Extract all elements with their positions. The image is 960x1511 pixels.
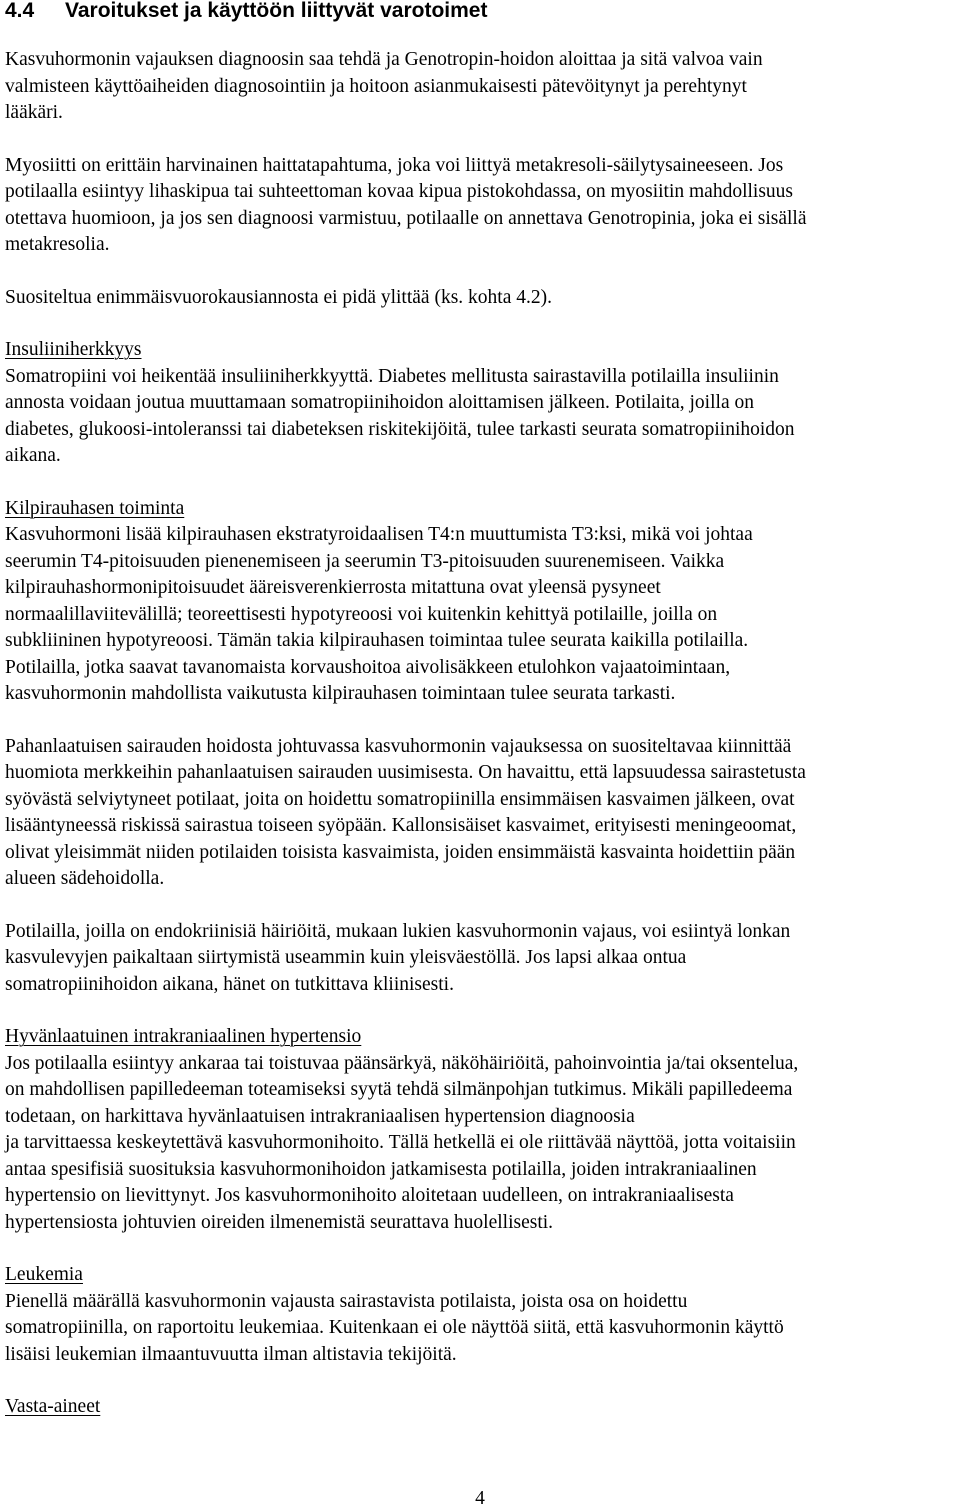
text-line: Potilailla, joilla on endokriinisiä häiriöitä, mukaan lukien kasvuhormonin vajaus, voi esiintyä lonkan <box>5 920 791 942</box>
paragraph-max-dose <box>5 285 955 312</box>
text-line: diabetes, glukoosi-intoleranssi tai diabeteksen riskitekijöitä, tulee tarkasti seurata somatropiinihoidon <box>5 418 795 440</box>
text-line: otettava huomioon, ja jos sen diagnoosi varmistuu, potilaalle on annettava Genotropinia, joka ei sisällä <box>5 207 807 229</box>
paragraph-leukemia <box>5 1262 955 1368</box>
text-line: somatropiinilla, on raportoitu leukemiaa. Kuitenkaan ei ole näyttöä siitä, että kasvuhormonin käyttö <box>5 1317 784 1338</box>
text-line: Kasvuhormonin vajauksen diagnoosin saa tehdä ja Genotropin-hoidon aloittaa ja sitä valvoa vain <box>5 49 763 70</box>
text-line: Kasvuhormoni lisää kilpirauhasen ekstratyroidaalisen T4:n muuttumista T3:ksi, mikä voi johtaa <box>5 524 753 545</box>
text-line: annosta voidaan joutua muuttamaan somatropiinihoidon aloittamisen jälkeen. Potilaita, joilla on <box>5 392 754 413</box>
paragraph-diagnosis <box>5 47 955 127</box>
subheading-intracranial-hypertension: Hyvänlaatuinen intrakraniaalinen hypertensio <box>5 1026 362 1047</box>
paragraph-intracranial-hypertension <box>5 1024 955 1236</box>
text-line: antaa spesifisiä suosituksia kasvuhormonihoidon jatkamisesta potilailla, joiden intrakraniaalinen <box>5 1158 757 1180</box>
paragraph-endocrine <box>5 919 955 999</box>
text-line: aikana. <box>5 445 61 466</box>
text-line: seerumin T4-pitoisuuden pienenemiseen ja seerumin T3-pitoisuuden suurenemiseen. Vaikka <box>5 550 725 572</box>
text-line: somatropiinihoidon aikana, hänet on tutkittava kliinisesti. <box>5 973 454 995</box>
text-line: kasvuhormonin mahdollista vaikutusta kilpirauhasen toimintaan tulee seurata tarkasti. <box>5 683 676 704</box>
text-line: hypertensiosta johtuvien oireiden ilmenemistä seurattava huolellisesti. <box>5 1211 554 1233</box>
text-line: kasvulevyjen paikaltaan siirtymistä useammin kuin yleisväestöllä. Jos lapsi alkaa ontua <box>5 947 687 968</box>
document-page <box>5 0 955 1421</box>
section-number: 4.4 <box>5 0 35 22</box>
text-line: huomiota merkkeihin pahanlaatuisen sairauden uusimisesta. On havaittu, että lapsuudessa sairastetusta <box>5 762 806 783</box>
text-line: syövästä selviytyneet potilaat, joita on hoidettu somatropiinilla ensimmäisen kasvaimen jälkeen, ovat <box>5 788 795 810</box>
text-line: Pahanlaatuisen sairauden hoidosta johtuvassa kasvuhormonin vajauksessa on suositeltavaa kiinnittää <box>5 735 792 757</box>
text-line: hypertensio on lievittynyt. Jos kasvuhormonihoito aloitetaan uudelleen, on intrakraniaalisesta <box>5 1185 734 1206</box>
paragraph-insulin-sensitivity <box>5 337 955 470</box>
text-line: Pienellä määrällä kasvuhormonin vajausta sairastavista potilaista, joista osa on hoidettu <box>5 1290 688 1312</box>
text-line: on mahdollisen papilledeeman toteamiseksi syytä tehdä silmänpohjan tutkimus. Mikäli papilledeema <box>5 1079 793 1100</box>
text-line: kilpirauhashormonipitoisuudet ääreisverenkierrosta mitattuna ovat yleensä pysyneet <box>5 577 661 598</box>
text-line: valmisteen käyttöaiheiden diagnosointiin ja hoitoon asianmukaisesti pätevöitynyt ja perehtynyt <box>5 75 747 97</box>
text-line: metakresolia. <box>5 234 110 255</box>
text-line: lisäisi leukemian ilmaantuvuutta ilman altistavia tekijöitä. <box>5 1343 457 1365</box>
section-heading <box>5 0 955 22</box>
subheading-leukemia: Leukemia <box>5 1264 83 1285</box>
subheading-insulin-sensitivity: Insuliiniherkkyys <box>5 339 142 360</box>
paragraph-antibodies <box>5 1394 955 1421</box>
text-line: todetaan, on harkittava hyvänlaatuisen intrakraniaalisen hypertension diagnoosia <box>5 1105 635 1127</box>
section-title: Varoitukset ja käyttöön liittyvät varotoimet <box>65 0 488 22</box>
text-line: lisääntyneessä riskissä sairastua toiseen syöpään. Kallonsisäiset kasvaimet, erityisesti meningeoomat, <box>5 815 797 836</box>
text-line: Jos potilaalla esiintyy ankaraa tai toistuvaa päänsärkyä, näköhäiriöitä, pahoinvointia ja/tai oksentelua, <box>5 1052 799 1074</box>
text-line: ja tarvittaessa keskeytettävä kasvuhormonihoito. Tällä hetkellä ei ole riittävää näyttöä, jotta voitaisiin <box>5 1132 796 1153</box>
paragraph-myositis <box>5 153 955 259</box>
text-line: lääkäri. <box>5 102 63 123</box>
subheading-antibodies: Vasta-aineet <box>5 1396 101 1417</box>
text-line: olivat yleisimmät niiden potilaiden toisista kasvaimista, joiden ensimmäistä kasvainta hoidettiin pään <box>5 841 796 863</box>
text-line: potilaalla esiintyy lihaskipua tai suhteettoman kovaa kipua pistokohdassa, on myosiitin mahdollisuus <box>5 181 794 202</box>
page-number: 4 <box>475 1488 485 1509</box>
text-line: Myosiitti on erittäin harvinainen haittatapahtuma, joka voi liittyä metakresoli-säilytysaineeseen. Jos <box>5 154 784 176</box>
text-line: Suositeltua enimmäisvuorokausiannosta ei pidä ylittää (ks. kohta 4.2). <box>5 286 552 308</box>
paragraph-thyroid-function <box>5 496 955 708</box>
text-line: Somatropiini voi heikentää insuliiniherkkyyttä. Diabetes mellitusta sairastavilla potilailla insuliinin <box>5 365 779 387</box>
subheading-thyroid-function: Kilpirauhasen toiminta <box>5 497 185 519</box>
text-line: subkliininen hypotyreoosi. Tämän takia kilpirauhasen toimintaa tulee seurata kaikilla potilailla. <box>5 630 749 651</box>
text-line: normaalillaviitevälillä; teoreettisesti hypotyreoosi voi kuitenkin kehittyä potilaille, joilla on <box>5 603 718 625</box>
paragraph-malignancy <box>5 734 955 893</box>
text-line: Potilailla, jotka saavat tavanomaista korvaushoitoa aivolisäkkeen etulohkon vajaatoimintaan, <box>5 656 731 678</box>
text-line: alueen sädehoidolla. <box>5 868 165 889</box>
